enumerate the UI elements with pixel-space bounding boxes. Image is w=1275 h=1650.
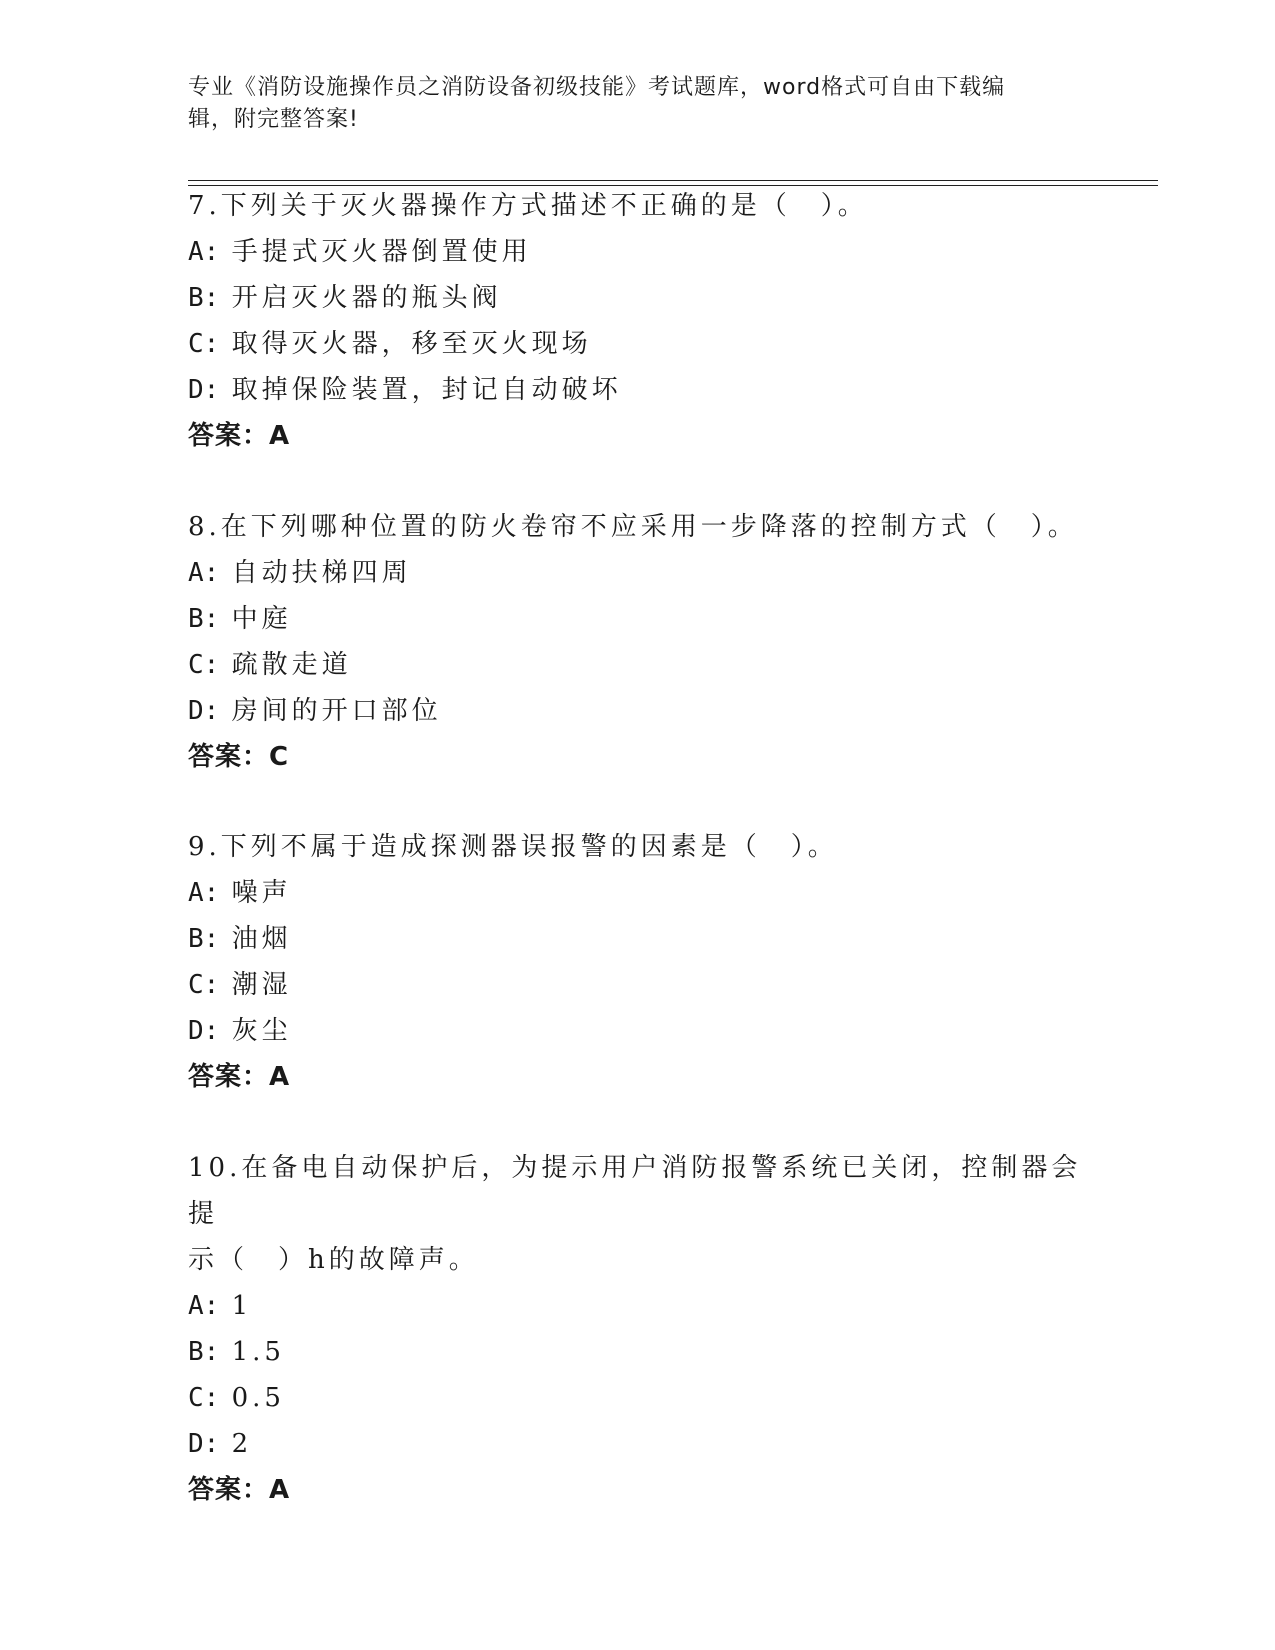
option-b: B: 中庭 [188,604,292,634]
option-d: D: 取掉保险装置，封记自动破坏 [188,375,622,405]
option-a: A: 噪声 [188,878,292,908]
question-stem: 7.下列关于灭火器操作方式描述不正确的是（ ）。 [188,191,868,221]
question-stem: 9.下列不属于造成探测器误报警的因素是（ ）。 [188,832,838,862]
option-d: D: 房间的开口部位 [188,696,442,726]
question-stem-line-1: 10.在备电自动保护后，为提示用户消防报警系统已关闭，控制器会提 [188,1153,1082,1229]
question-7 [188,183,1088,459]
answer: 答案：A [188,421,291,451]
option-b: B: 油烟 [188,924,292,954]
answer: 答案：A [188,1062,291,1092]
question-10 [188,1145,1088,1513]
option-c: C: 疏散走道 [188,650,352,680]
document-intro [188,72,1088,136]
question-stem-line-2: 示（ ）h的故障声。 [188,1245,479,1275]
question-stem: 8.在下列哪种位置的防火卷帘不应采用一步降落的控制方式（ ）。 [188,512,1078,542]
option-c: C: 0.5 [188,1383,285,1413]
question-8 [188,504,1088,780]
option-a: A: 1 [188,1291,253,1321]
intro-line-2: 辑，附完整答案! [188,107,359,132]
intro-line-1: 专业《消防设施操作员之消防设备初级技能》考试题库，word格式可自由下载编 [188,75,1006,100]
answer: 答案：C [188,742,290,772]
question-9 [188,824,1088,1100]
option-a: A: 手提式灭火器倒置使用 [188,237,532,267]
option-d: D: 2 [188,1429,253,1459]
option-c: C: 取得灭火器，移至灭火现场 [188,329,592,359]
option-c: C: 潮湿 [188,970,292,1000]
option-b: B: 1.5 [188,1337,285,1367]
option-a: A: 自动扶梯四周 [188,558,412,588]
answer: 答案：A [188,1475,291,1505]
option-d: D: 灰尘 [188,1016,292,1046]
header-divider-top [188,180,1158,181]
option-b: B: 开启灭火器的瓶头阀 [188,283,502,313]
